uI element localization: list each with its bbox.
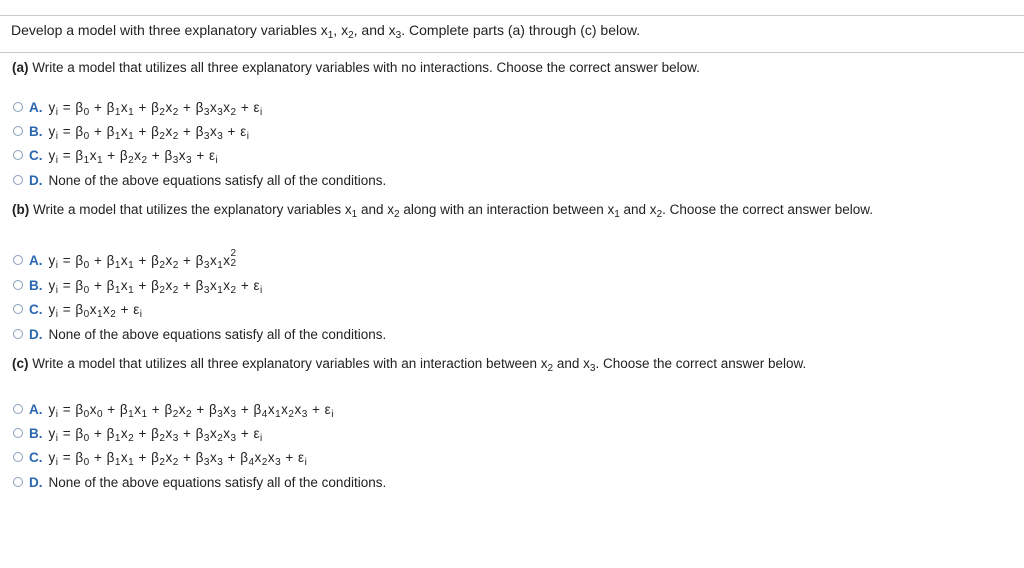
part-c-option-a[interactable]: A. $y_i = \beta_0x_0 + \beta_1x_1 + \beta_2x_2 + \beta_3x_3 + \beta_4x_1x_2x_3 + \varepsilon_i$ [13,401,334,419]
part-a-option-a[interactable]: A. $y_i = \beta_0 + \beta_1x_1 + \beta_2x_2 + \beta_3x_3x_2 + \varepsilon_i$ [13,99,263,117]
part-a-prompt: (a) Write a model that utilizes all three explanatory variables with no interactions. Choose the correct answer below. [12,60,700,75]
question-intro: Develop a model with three explanatory variables $x_1$, $x_2$, and $x_3$. Complete parts (a) through (c) below. [11,22,641,41]
part-c-option-d[interactable]: D. None of the above equations satisfy all of the conditions. [13,474,386,492]
sub-superscript: 2 2 [230,248,237,269]
radio-button[interactable] [13,255,23,265]
part-b-prompt: (b) Write a model that utilizes the explanatory variables $x_1$ and $x_2$ along with an interaction between $x_1$ and $x_2$. Choose the correct answer below. [12,202,873,220]
top-divider [0,15,1024,16]
equation: $y_i = \beta_0 + \beta_1x_1 + \beta_2x_2 + \beta_3x_3 + \beta_4x_2x_3 + \varepsilon_i$ [48,450,308,468]
radio-button[interactable] [13,126,23,136]
equation: $y_i = \beta_0 + \beta_1x_1 + \beta_2x_2 + \beta_3x_3x_2 + \varepsilon_i$ [48,100,263,118]
equation: $y_i = \beta_0 + \beta_1x_1 + \beta_2x_2 + \beta_3x_3 + \varepsilon_i$ [48,124,250,142]
part-c-option-c[interactable]: C. $y_i = \beta_0 + \beta_1x_1 + \beta_2x_2 + \beta_3x_3 + \beta_4x_2x_3 + \varepsilon_i$ [13,449,307,467]
intro-divider [0,52,1024,53]
part-a-option-b[interactable]: B. $y_i = \beta_0 + \beta_1x_1 + \beta_2x_2 + \beta_3x_3 + \varepsilon_i$ [13,123,249,141]
part-a-option-d[interactable]: D. None of the above equations satisfy all of the conditions. [13,172,386,190]
equation: $y_i = \beta_0 + \beta_1x_2 + \beta_2x_3 + \beta_3x_2x_3 + \varepsilon_i$ [48,426,263,444]
part-b-option-a[interactable]: A. $y_i = \beta_0 + \beta_1x_1 + \beta_2x_2 + \beta_3x_1x$ 2 2 [13,252,238,270]
equation: $y_i = \beta_0x_0 + \beta_1x_1 + \beta_2x_2 + \beta_3x_3 + \beta_4x_1x_2x_3 + \varepsilon_i$ [48,402,334,420]
part-c-prompt: (c) Write a model that utilizes all three explanatory variables with an interaction between $x_2$ and $x_3$. Choose the correct answer below. [12,356,807,374]
part-b-option-c[interactable]: C. $y_i = \beta_0x_1x_2 + \varepsilon_i$ [13,301,142,319]
part-b-option-b[interactable]: B. $y_i = \beta_0 + \beta_1x_1 + \beta_2x_2 + \beta_3x_1x_2 + \varepsilon_i$ [13,277,263,295]
equation: $y_i = \beta_0 + \beta_1x_1 + \beta_2x_2 + \beta_3x_1x_2 + \varepsilon_i$ [48,278,263,296]
radio-button[interactable] [13,175,23,185]
radio-button[interactable] [13,102,23,112]
equation: $y_i = \beta_1x_1 + \beta_2x_2 + \beta_3x_3 + \varepsilon_i$ [48,148,219,166]
part-b-option-d[interactable]: D. None of the above equations satisfy all of the conditions. [13,326,386,344]
part-c-option-b[interactable]: B. $y_i = \beta_0 + \beta_1x_2 + \beta_2x_3 + \beta_3x_2x_3 + \varepsilon_i$ [13,425,263,443]
radio-button[interactable] [13,428,23,438]
radio-button[interactable] [13,304,23,314]
radio-button[interactable] [13,150,23,160]
radio-button[interactable] [13,280,23,290]
equation: $y_i = \beta_0 + \beta_1x_1 + \beta_2x_2 + \beta_3x_1x$ 2 2 [48,248,237,271]
radio-button[interactable] [13,404,23,414]
radio-button[interactable] [13,452,23,462]
equation: $y_i = \beta_0x_1x_2 + \varepsilon_i$ [48,302,143,320]
radio-button[interactable] [13,329,23,339]
part-a-option-c[interactable]: C. $y_i = \beta_1x_1 + \beta_2x_2 + \beta_3x_3 + \varepsilon_i$ [13,147,218,165]
radio-button[interactable] [13,477,23,487]
